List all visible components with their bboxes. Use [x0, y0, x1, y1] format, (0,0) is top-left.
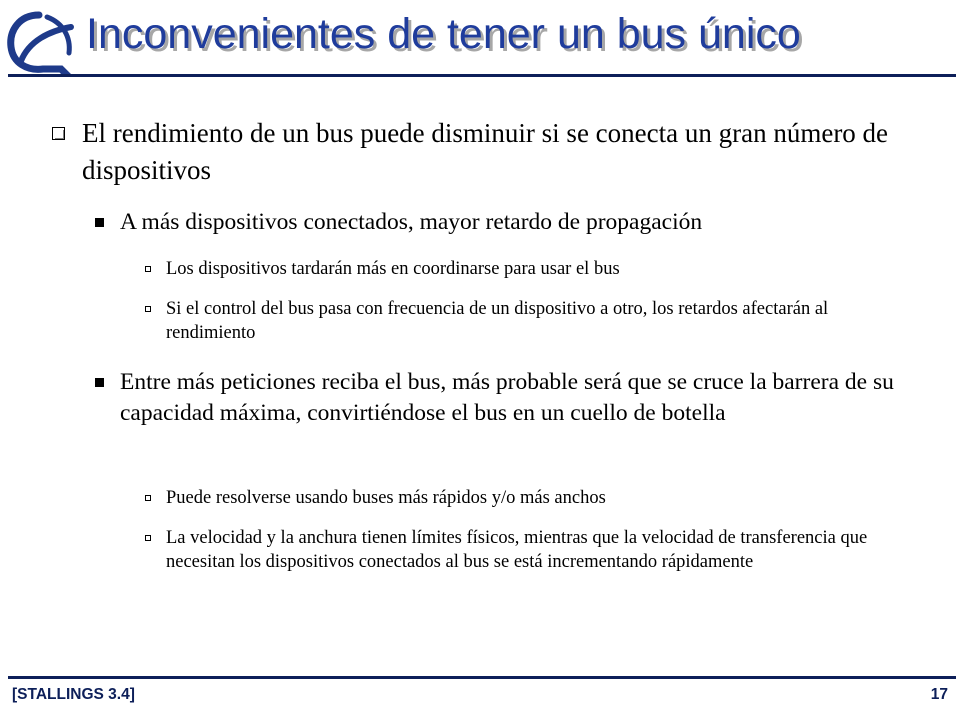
- slide-title: Inconvenientes de tener un bus único: [86, 10, 801, 58]
- detail-bullet-text: Puede resolverse usando buses más rápidos y/o más anchos: [166, 488, 606, 508]
- square-bullet-icon: [95, 378, 104, 387]
- square-bullet-icon: [95, 218, 104, 227]
- detail-bullet-text: Si el control del bus pasa con frecuencia de un dispositivo a otro, los retardos afectarán al rendimiento: [166, 299, 829, 343]
- detail-bullet: [145, 257, 925, 281]
- source-reference: [STALLINGS 3.4]: [12, 686, 135, 703]
- checkbox-bullet-icon: [52, 127, 65, 140]
- detail-bullet-text: La velocidad y la anchura tienen límites físicos, mientras que la velocidad de transferencia que necesitan los dispositivos conectados al bus se está incrementando rápidamente: [166, 528, 868, 572]
- detail-bullet: [145, 486, 925, 510]
- small-square-bullet-icon: [145, 535, 151, 541]
- detail-bullet: [145, 526, 915, 574]
- sub-bullet-text: Entre más peticiones reciba el bus, más probable será que se cruce la barrera de su capacidad máxima, convirtiéndose el bus en un cuello de botella: [120, 369, 894, 426]
- small-square-bullet-icon: [145, 306, 151, 312]
- sub-bullet-text: A más dispositivos conectados, mayor retardo de propagación: [120, 209, 703, 235]
- sub-bullet: [95, 367, 905, 429]
- footer-divider: [8, 676, 956, 679]
- main-bullet-text: El rendimiento de un bus puede disminuir si se conecta un gran número de dispositivos: [82, 118, 889, 185]
- detail-bullet: [145, 297, 885, 345]
- small-square-bullet-icon: [145, 266, 151, 272]
- page-number: 17: [930, 686, 948, 703]
- main-bullet: [52, 115, 932, 189]
- detail-bullet-text: Los dispositivos tardarán más en coordinarse para usar el bus: [166, 259, 620, 279]
- small-square-bullet-icon: [145, 495, 151, 501]
- sub-bullet: [95, 207, 925, 238]
